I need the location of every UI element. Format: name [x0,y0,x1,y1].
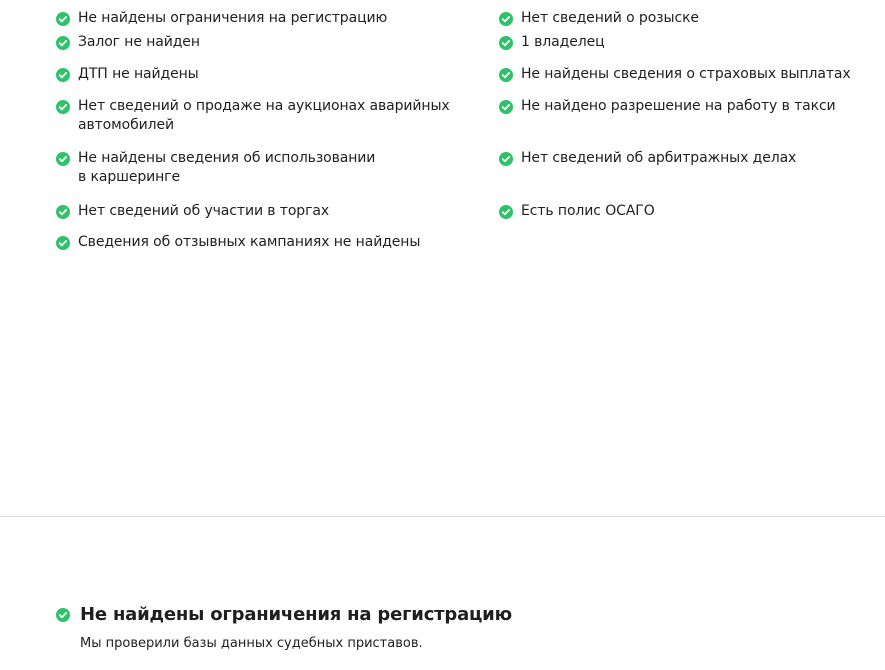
check-item-label: 1 владелец [521,34,605,50]
detail-title: Не найдены ограничения на регистрацию [80,604,512,625]
check-circle-icon [56,236,70,250]
check-item-pledge[interactable] [56,33,499,65]
check-circle-icon [499,36,513,50]
check-item-label: Не найдены сведения об использовании в каршеринге [78,150,376,185]
check-item-accidents[interactable] [56,65,499,97]
section-divider [0,516,885,517]
check-circle-icon [499,100,513,114]
check-item-damaged-auctions[interactable] [56,97,499,149]
detail-description: Мы проверили базы данных судебных приставов. [80,636,423,651]
check-item-label: Есть полис ОСАГО [521,203,655,219]
check-item-taxi-permit[interactable] [499,97,885,149]
check-row [56,233,885,257]
check-row [56,202,885,233]
check-item-label: Нет сведений о продаже на аукционах аварийных автомобилей [78,98,450,133]
check-circle-icon [56,68,70,82]
check-item-insurance-payouts[interactable] [499,65,885,97]
check-row [56,65,885,97]
check-circle-icon [56,152,70,166]
check-row [56,9,885,33]
check-row [56,33,885,65]
check-item-registration-restrictions[interactable] [56,9,499,33]
check-summary-list [56,9,885,257]
check-circle-icon [499,152,513,166]
check-circle-icon [56,205,70,219]
check-circle-icon [56,36,70,50]
check-item-label: Нет сведений об участии в торгах [78,203,330,219]
check-circle-icon [499,68,513,82]
check-item-osago[interactable] [499,202,885,233]
check-circle-icon [499,205,513,219]
check-row [56,97,885,149]
check-item-auctions[interactable] [56,202,499,233]
check-item-carsharing[interactable] [56,149,499,202]
check-item-label: Не найдены сведения о страховых выплатах [521,66,851,82]
check-item-recall-campaigns[interactable] [56,233,499,257]
check-circle-icon [56,608,70,622]
check-item-label: Не найдены ограничения на регистрацию [78,10,388,26]
check-circle-icon [56,12,70,26]
empty-cell [499,233,885,257]
check-item-wanted[interactable] [499,9,885,33]
check-circle-icon [499,12,513,26]
check-item-arbitration[interactable] [499,149,885,202]
check-item-label: Сведения об отзывных кампаниях не найдены [78,234,421,250]
check-item-label: Не найдено разрешение на работу в такси [521,98,836,114]
detail-header [56,603,876,627]
check-item-label: Нет сведений об арбитражных делах [521,150,797,166]
check-item-owners[interactable] [499,33,885,65]
detail-section [56,603,876,653]
check-circle-icon [56,100,70,114]
check-item-label: Нет сведений о розыске [521,10,699,26]
check-item-label: ДТП не найдены [78,66,199,82]
check-item-label: Залог не найден [78,34,200,50]
check-row [56,149,885,202]
